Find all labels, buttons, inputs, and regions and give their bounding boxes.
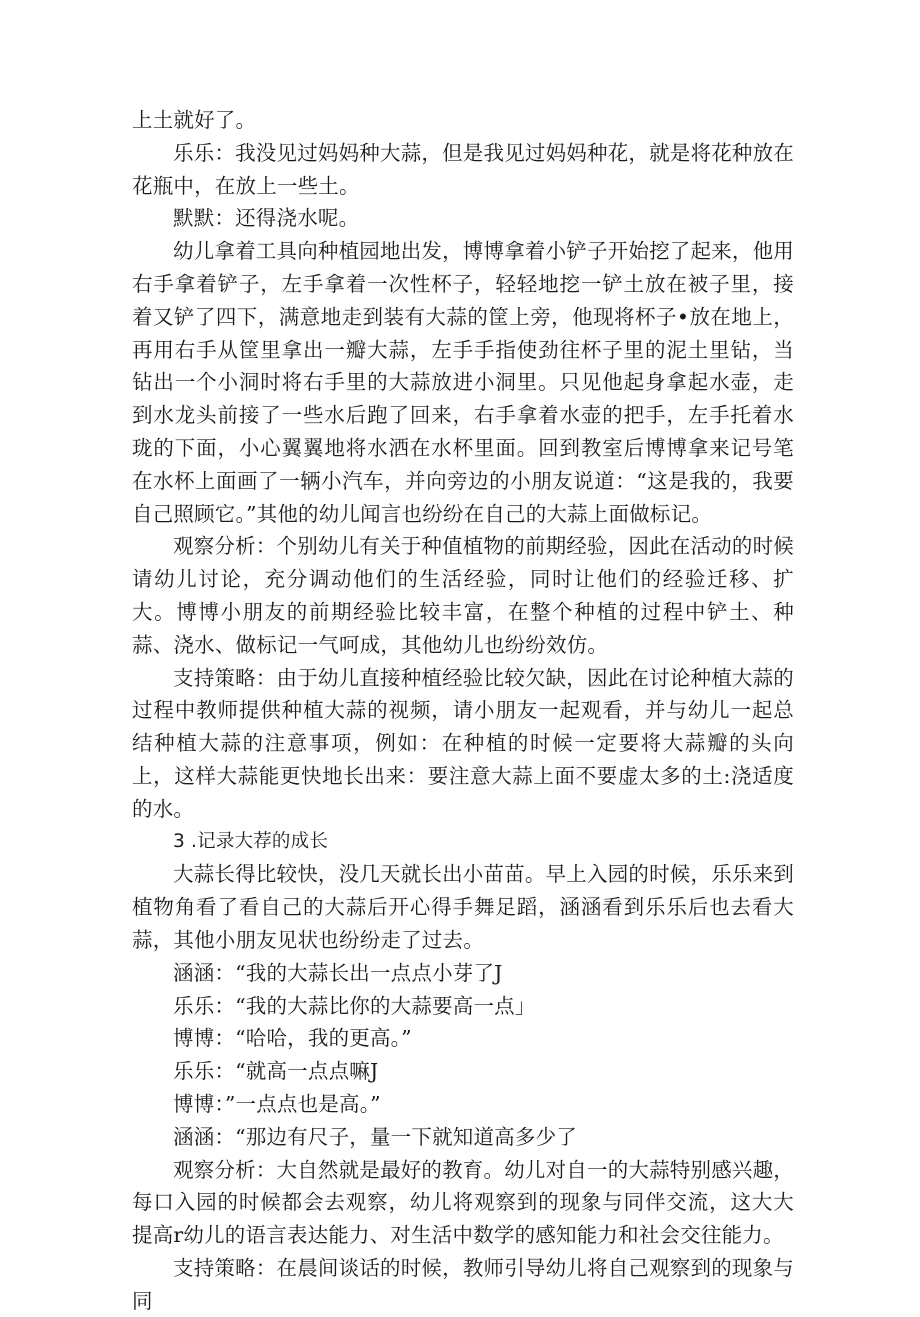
paragraph-garlic-growth: 大蒜长得比较快，没几天就长出小苗苗。早上入园的时候，乐乐来到植物角看了看自己的大蒜后开心得手舞足蹈，涵涵看到乐乐后也去看大蒜，其他小朋友见状也纷纷走了过去。 [132,862,794,952]
paragraph-support-strategy-2: 支持策略：在晨间谈话的时候，教师引导幼儿将自己观察到的现象与同 [132,1255,794,1313]
paragraph-planting-process: 幼儿拿着工具向种植园地出发，博博拿着小铲子开始挖了起来，他用右手拿着铲子，左手拿着一次性杯子，轻轻地挖一铲土放在被子里，接着又铲了四下，满意地走到装有大蒜的筐上旁，他现将杯子•放在地上，再用右手从筐里拿出一瓣大蒜，左手手指使劲往杯子里的泥土里钻，当钻出一个小洞时将右手里的大蒜放进小洞里。只见他起身拿起水壶，走到水龙头前接了一些水后跑了回来，右手拿着水壶的把手，左手托着水珑的下面，小心翼翼地将水洒在水杯里面。回到教室后博博拿来记号笔在水杯上面画了一辆小汽车，并向旁边的小朋友说道：“这是我的，我要自己照顾它。”其他的幼儿闻言也纷纷在自己的大蒜上面做标记。 [132,239,794,526]
paragraph-continuation: 上土就好了。 [132,108,257,132]
paragraph-support-strategy-1: 支持策略：由于幼儿直接种植经验比较欠缺，因此在讨论种植大蒜的过程中教师提供种植大蒜的视频，请小朋友一起观看，并与幼儿一起总结种植大蒜的注意事项，例如：在种植的时候一定要将大蒜瓣的头向上，这样大蒜能更快地长出来：要注意大蒜上面不要虚太多的土:浇适度的水。 [132,665,794,821]
section-heading-record-growth: 3 .记录大荐的成长 [173,830,329,852]
paragraph-observation-analysis-2: 观察分析：大自然就是最好的教育。幼儿对自一的大蒜特别感兴趣，每口入园的时候都会去观察，幼儿将观察到的现象与同伴交流，这大大提高r幼儿的语言表达能力、对生活中数学的感知能力和社会交往能力。 [132,1157,794,1248]
dialog-line-lele-2: 乐乐：“就高一点点嘛J [173,1059,379,1084]
document-body [132,104,794,1317]
paragraph-lele-flowers: 乐乐：我没见过妈妈种大蒜，但是我见过妈妈种花，就是将花种放在花瓶中，在放上一些土。 [132,140,794,198]
dialog-line-lele-1: 乐乐：“我的大蒜比你的大蒜要高一点」 [173,993,536,1018]
paragraph-observation-analysis-1: 观察分析：个别幼儿有关于种值植物的前期经验，因此在活动的时候请幼儿讨论，充分调动他们的生活经验，同时让他们的经验迁移、扩大。博博小朋友的前期经验比较丰富，在整个种植的过程中铲土、种蒜、浇水、做标记一气呵成，其他幼儿也纷纷效仿。 [132,534,794,657]
dialog-line-bobo-2: 博博：”一点点也是高。” [173,1091,381,1116]
dialog-line-hanhan-2: 涵涵：“那边有尺子，量一下就知道高多少了 [173,1124,577,1149]
dialog-line-hanhan-1: 涵涵：“我的大蒜长出一点点小芽了J [173,960,503,985]
dialog-line-bobo-1: 博博：“哈哈，我的更高。” [173,1026,412,1051]
paragraph-momo-water: 默默：还得浇水呢。 [173,206,360,231]
